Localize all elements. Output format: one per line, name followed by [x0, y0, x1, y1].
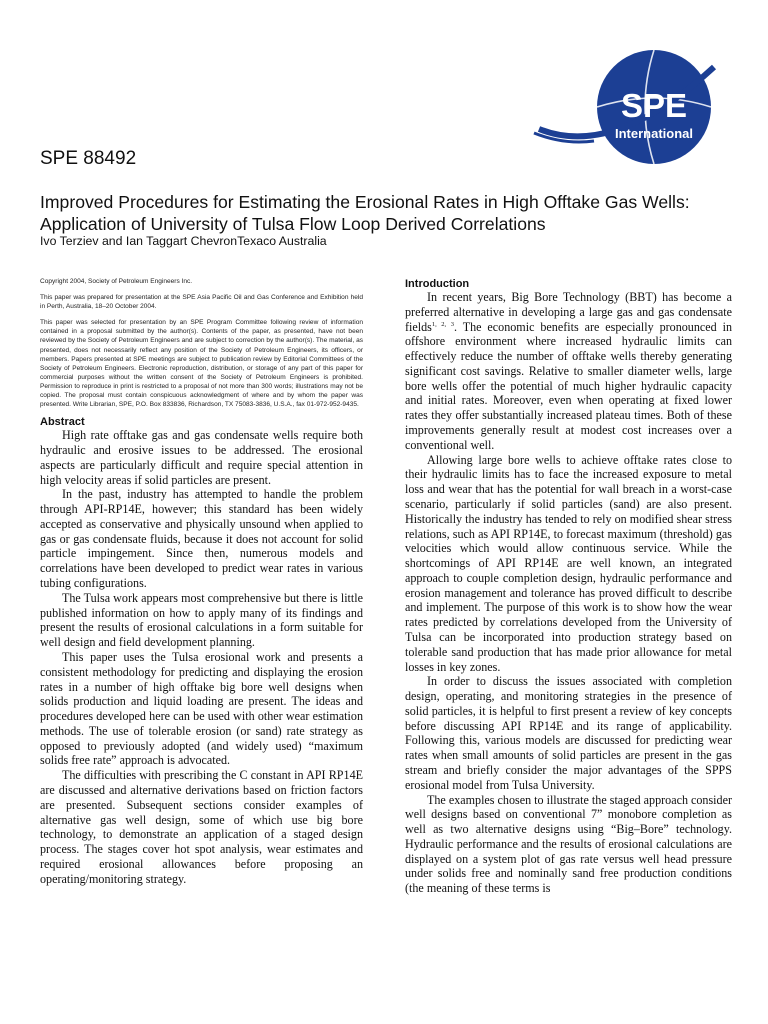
review-disclaimer: This paper was selected for presentation by an SPE Program Committee following review of information contained in a proposal submitted by the author(s). Contents of the paper, as presented, have not been reviewed by the Society of Petroleum Engineers and are subject to correction by the author(s). The material, as presented, does not necessarily reflect any position of the Society of Petroleum Engineers, its officers, or members. Papers presented at SPE meetings are subject to publication review by Editorial Committees of the Society of Petroleum Engineers. Electronic reproduction, distribution, or storage of any part of this paper for commercial purposes without the written consent of the Society of Petroleum Engineers is prohibited. Permission to reproduce in print is restricted to a proposal of not more than 300 words; illustrations may not be copied. The proposal must contain conspicuous acknowledgment of where and by whom the paper was presented. Write Librarian, SPE, P.O. Box 833836, Richardson, TX 75083-3836, U.S.A., fax 01-972-952-9435.: [40, 319, 363, 409]
abstract-heading: Abstract: [40, 416, 85, 429]
abstract-paragraph: In the past, industry has attempted to handle the problem through API-RP14E, however; this standard has been widely accepted as conservative and physically unsound when applied to gas or gas condensate fluids, because it does not account for solid particle impingement. Since then, numerous models and correlations have been developed to predict wear rates in various tubing configurations.: [40, 487, 363, 591]
introduction-heading: Introduction: [405, 278, 470, 290]
right-column: [405, 278, 732, 896]
authors: Ivo Terziev and Ian Taggart ChevronTexaco Australia: [40, 234, 327, 248]
abstract-paragraph: The difficulties with prescribing the C constant in API RP14E are discussed and alternative derivations based on friction factors are presented. Subsequent sections consider examples of alternative gas well design, some of which use big bore technology, to demonstrate an application of a staged design process. The stages cover hot spot analysis, wear estimates and required erosional allowances before proposing an operating/monitoring strategy.: [40, 768, 363, 886]
copyright-notice: Copyright 2004, Society of Petroleum Engineers Inc.: [40, 278, 193, 285]
presentation-notice: This paper was prepared for presentation at the SPE Asia Pacific Oil and Gas Conference and Exhibition held in Perth, Australia, 18–20 October 2004.: [40, 294, 363, 311]
spe-international-logo: [524, 37, 720, 167]
introduction-paragraph: Allowing large bore wells to achieve offtake rates close to their hydraulic limits has to face the increased exposure to metal loss and wear that has the potential for wall breach in a worst-case scenario, particularly if solid particles (sand) are also present. Historically the industry has tended to rely on modified shear stress relations, such as API RP14E, to forecast maximum (threshold) gas velocities which would allow continuous service. While the shortcomings of API RP14E are well known, an integrated approach to couple completion design, hydraulic performance and erosion management and tolerance has proved difficult to describe and implement. The purpose of this work is to show how the wear rates predicted by correlations developed from the University of Tulsa can be incorporated into production strategy based on tolerable sand production that has made prior allowance for metal losses in key zones.: [405, 452, 732, 674]
paper-title: Improved Procedures for Estimating the Erosional Rates in High Offtake Gas Wells: Application of University of Tulsa Flow Loop Derived Correlations: [40, 192, 690, 234]
intro-text-after-refs: . The economic benefits are especially pronounced in offshore environment where increased hydraulic limits can effectively reduce the number of offtake wells thereby generating significant cost savings. Relative to smaller diameter wells, large bore wells offer the potential of much higher hydraulic capacity and initial rates. Moreover, even when operating at fixed lower rates they offer substantially increased plateau times. Both of these improvements generally result at modest cost increases over a conventional well.: [405, 319, 732, 452]
logo-spe-text: SPE: [620, 87, 688, 124]
reference-superscript: 1, 2, 3: [431, 320, 454, 328]
introduction-body: [405, 290, 732, 896]
logo-international-text: International: [614, 126, 694, 141]
introduction-paragraph: [405, 290, 732, 453]
abstract-paragraph: High rate offtake gas and gas condensate wells require both hydraulic and erosive issues to be addressed. The erosional aspects are particularly difficult and require special attention in high velocity areas if solid particles are present.: [40, 428, 363, 487]
introduction-paragraph: The examples chosen to illustrate the staged approach consider well designs based on conventional 7” monobore completion as well as two alternative designs using “Big–Bore” technology. Hydraulic performance and the results of erosional calculations are displayed on a system plot of gas rate versus well head pressure under solids free and nominally sand free production conditions (the meaning of these terms is: [405, 792, 732, 896]
introduction-paragraph: In order to discuss the issues associated with completion design, operating, and monitoring strategies in the presence of solid particles, it is helpful to first present a review of key concepts before discussing API RP14E and its range of applicability. Following this, various models are discussed for predicting wear rates when small amounts of solid particles are present in the gas stream and briefly consider the major advantages of the SPPS erosional model from Tulsa University.: [405, 674, 732, 792]
paper-number: SPE 88492: [40, 148, 137, 169]
intro-text-before-refs: In recent years, Big Bore Technology (BBT) has become a preferred alternative in developing a large gas and gas condensate fields: [405, 290, 732, 334]
left-column: [40, 274, 363, 886]
abstract-body: [40, 428, 363, 886]
abstract-paragraph: The Tulsa work appears most comprehensive but there is little published information on how to apply many of its findings and present the results of erosional calculations in a form suitable for well design and field development planning.: [40, 590, 363, 650]
abstract-paragraph: This paper uses the Tulsa erosional work and presents a consistent methodology for predicting and displaying the erosion rates in a number of high offtake big bore well designs when solids production and liquid loading are present. The ideas and procedures developed here can be used with other wear estimation methods. The use of tolerable erosion (or sand) rate strategy as opposed to previously adopted (and widely used) “maximum solids free rate” approach is advocated.: [40, 649, 363, 768]
